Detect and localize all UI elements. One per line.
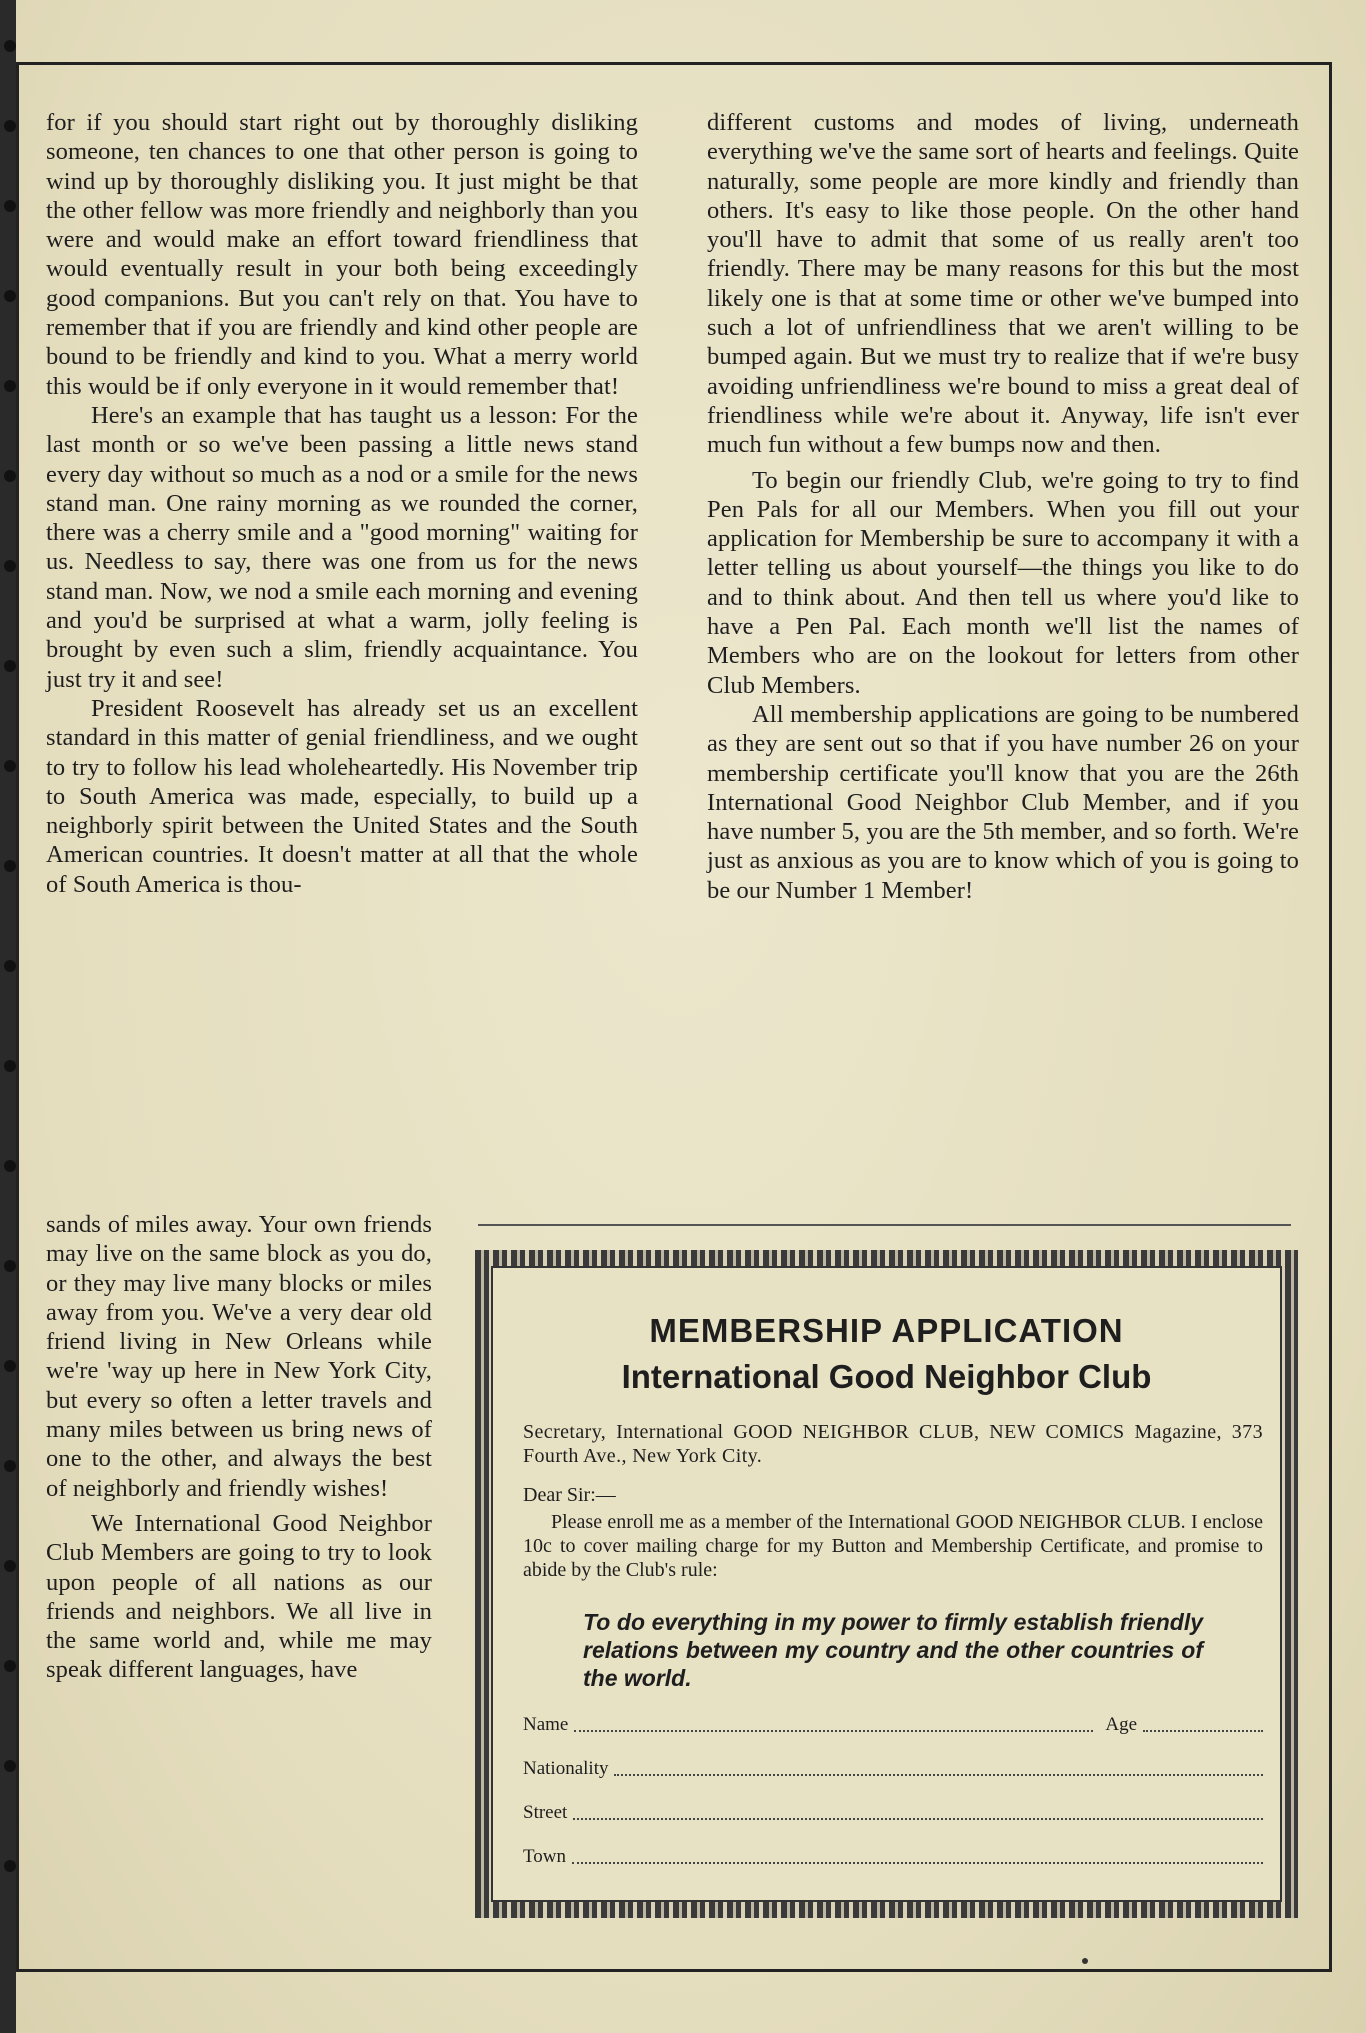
binding-staple xyxy=(4,860,16,872)
binding-staple xyxy=(4,380,16,392)
article-left-column-bottom xyxy=(46,1210,432,1685)
binding-staple xyxy=(4,1260,16,1272)
town-label: Town xyxy=(523,1846,567,1867)
binding-staple xyxy=(4,290,16,302)
binding-staple xyxy=(4,560,16,572)
article-paragraph: To begin our friendly Club, we're going to try to find Pen Pals for all our Members. When you fill out your application for Membership be sure to accompany it with a letter telling us about yourself—the things you like to do and to think about. And then tell us where you'd like to have a Pen Pal. Each month we'll list the names of Members who are on the lookout for letters from other Club Members. xyxy=(707,466,1299,699)
article-paragraph: Here's an example that has taught us a lesson: For the last month or so we've been passing a little news stand every day without so much as a nod or a smile for the news stand man. One rainy morning as we rounded the corner, there was a cherry smile and a "good morning" waiting for us. Needless to say, there was one from us for the news stand man. Now, we nod a smile each morning and evening and you'd be surprised at what a warm, jolly feeling is brought by even such a slim, friendly acquaintance. You just try it and see! xyxy=(46,401,638,693)
name-age-row xyxy=(523,1708,1263,1736)
coupon-address: Secretary, International GOOD NEIGHBOR CLUB, NEW COMICS Magazine, 373 Fourth Ave., New York City. xyxy=(523,1421,1263,1467)
binding-staple xyxy=(4,1660,16,1672)
age-field[interactable] xyxy=(1143,1712,1263,1732)
coupon-body-text: Please enroll me as a member of the International GOOD NEIGHBOR CLUB. I enclose 10c to cover mailing charge for my Button and Membership Certificate, and promise to abide by the Club's rule: xyxy=(523,1511,1263,1581)
binding-staple xyxy=(4,1360,16,1372)
article-left-column-top xyxy=(46,108,638,899)
binding-spine xyxy=(0,0,16,2033)
town-row xyxy=(523,1840,1263,1868)
print-speck xyxy=(1082,1958,1088,1964)
town-field[interactable] xyxy=(572,1844,1263,1864)
membership-application-coupon xyxy=(475,1250,1298,1918)
name-label: Name xyxy=(523,1714,569,1735)
street-label: Street xyxy=(523,1802,568,1823)
binding-staple xyxy=(4,760,16,772)
article-paragraph: sands of miles away. Your own friends may live on the same block as you do, or they may live many blocks or miles away from you. We've a very dear old friend living in New Orleans while we're 'way up here in New York City, but every so often a letter travels and many miles between us bring news of one to the other, and always the best of neighborly and friendly wishes! xyxy=(46,1211,432,1502)
binding-staple xyxy=(4,1060,16,1072)
coupon-subtitle: International Good Neighbor Club xyxy=(621,1358,1152,1395)
binding-staple xyxy=(4,660,16,672)
club-rule: To do everything in my power to firmly establish friendly relations between my country and the other countries of the world. xyxy=(583,1609,1203,1691)
coupon-title: MEMBERSHIP APPLICATION xyxy=(649,1312,1124,1349)
binding-staple xyxy=(4,1760,16,1772)
binding-staple xyxy=(4,1160,16,1172)
binding-staple xyxy=(4,200,16,212)
binding-staple xyxy=(4,1460,16,1472)
article-paragraph: We International Good Neighbor Club Members are going to try to look upon people of all nations as our friends and neighbors. We all live in the same world and, while me may speak different languages, have xyxy=(46,1509,432,1684)
article-right-column xyxy=(707,108,1299,905)
article-paragraph: for if you should start right out by thoroughly disliking someone, ten chances to one that other person is going to wind up by thoroughly disliking you. It just might be that the other fellow was more friendly and neighborly than you were and would make an effort toward friendliness that would eventually result in your both being exceedingly good companions. But you can't rely on that. You have to remember that if you are friendly and kind other people are bound to be friendly and kind to you. What a merry world this would be if only everyone in it would remember that! xyxy=(46,109,638,400)
article-paragraph: All membership applications are going to be numbered as they are sent out so that if you have number 26 on your membership certificate you'll know that you are the 26th International Good Neighbor Club Member, and if you have number 5, you are the 5th member, and so forth. We're just as anxious as you are to know which of you is going to be our Number 1 Member! xyxy=(707,700,1299,904)
article-paragraph: President Roosevelt has already set us an excellent standard in this matter of genial friendliness, and we ought to try to follow his lead wholeheartedly. His November trip to South America was made, especially, to build up a neighborly spirit between the United States and the South American countries. It doesn't matter at all that the whole of South America is thou- xyxy=(46,694,638,898)
coupon-salutation: Dear Sir:— xyxy=(523,1484,616,1506)
nationality-field[interactable] xyxy=(614,1756,1263,1776)
binding-staple xyxy=(4,40,16,52)
binding-staple xyxy=(4,120,16,132)
coupon-panel xyxy=(491,1266,1282,1902)
binding-staple xyxy=(4,470,16,482)
street-row xyxy=(523,1796,1263,1824)
section-divider xyxy=(478,1224,1291,1226)
street-field[interactable] xyxy=(573,1800,1263,1820)
name-field[interactable] xyxy=(574,1712,1093,1732)
article-paragraph: different customs and modes of living, underneath everything we've the same sort of hearts and feelings. Quite naturally, some people are more kindly and friendly than others. It's easy to like those people. On the other hand you'll have to admit that some of us really aren't too friendly. There may be many reasons for this but the most likely one is that at some time or other we've bumped into such a lot of unfriendliness that we aren't willing to be bumped again. But we must try to realize that if we're busy avoiding unfriendliness we're bound to miss a great deal of friendliness while we're about it. Anyway, life isn't ever much fun without a few bumps now and then. xyxy=(707,109,1299,459)
binding-staple xyxy=(4,1560,16,1572)
binding-staple xyxy=(4,960,16,972)
binding-staple xyxy=(4,1860,16,1872)
age-label: Age xyxy=(1105,1714,1137,1735)
nationality-row xyxy=(523,1752,1263,1780)
nationality-label: Nationality xyxy=(523,1758,609,1779)
